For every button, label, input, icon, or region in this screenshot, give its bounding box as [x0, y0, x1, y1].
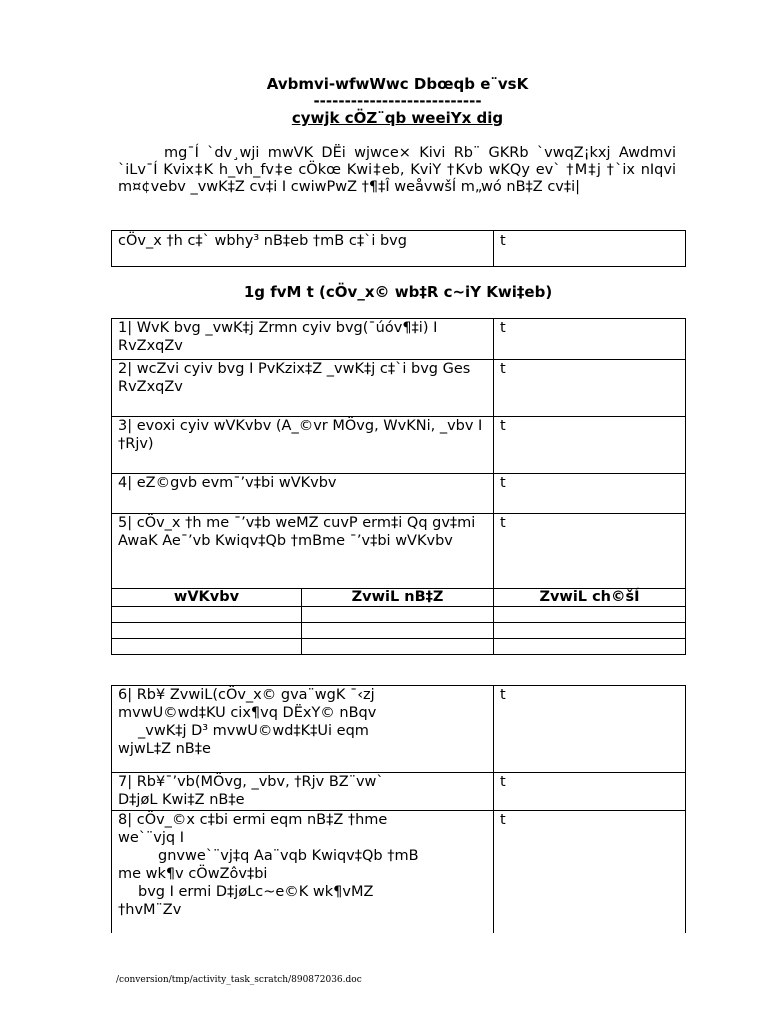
table-row [112, 514, 686, 589]
address-header-row [112, 589, 686, 607]
row-value: t [494, 514, 686, 589]
table-row [112, 319, 686, 360]
label-line: gnvwe`¨vj‡q Aa¨vqb Kwiqv‡Qb †mB [158, 848, 419, 864]
personal-info-table [111, 318, 686, 655]
birth-education-table [111, 685, 686, 933]
table-row [112, 773, 686, 811]
label-line: 7| Rb¥¯’vb(MÖvg, _vbv, †Rjv BZ¨vw` [118, 774, 384, 790]
form-title: cywjk cÖZ¨qb weeiYx dig [291, 109, 504, 127]
row-value: t [494, 417, 686, 474]
row-value: t [494, 474, 686, 514]
blank-cell [112, 639, 302, 655]
post-value: t [494, 231, 686, 267]
post-table [111, 230, 686, 267]
table-row [112, 474, 686, 514]
organization-title: Avbmvi-wfwWwc Dbœqb e¨vsK [266, 75, 529, 93]
label-line: bvg I ermi D‡jøLc~e©K wk¶vMZ [138, 884, 374, 900]
row-label [112, 811, 494, 934]
row-label [112, 773, 494, 811]
label-line: _vwK‡j D³ mvwU©wd‡K‡Ui eqm [138, 723, 369, 739]
from-date-column-header: ZvwiL nB‡Z [302, 589, 494, 607]
row-label: 4| eZ©gvb evm¯’v‡bi wVKvbv [112, 474, 494, 514]
row-label: 2| wcZvi cyiv bvg I PvKzix‡Z _vwK‡j c‡`i bvg Ges RvZxqZv [112, 360, 494, 417]
row-value: t [494, 360, 686, 417]
section-heading: 1g fvM t (cÖv_x© wb‡R c~iY Kwi‡eb) [243, 283, 553, 301]
label-line: 8| cÖv_©x c‡bi ermi eqm nB‡Z †hme [118, 812, 388, 828]
label-line: D‡jøL Kwi‡Z nB‡e [118, 792, 245, 808]
address-blank-row [112, 607, 686, 623]
row-label [112, 686, 494, 773]
table-row [112, 417, 686, 474]
address-blank-row [112, 623, 686, 639]
blank-cell [112, 623, 302, 639]
blank-cell [494, 639, 686, 655]
row-label: 5| cÖv_x †h me ¯’v‡b weMZ cuvP erm‡i Qq gv‡mi AwaK Ae¯’vb Kwiqv‡Qb †mBme ¯’v‡bi wVKvbv [112, 514, 494, 589]
label-line: we`¨vjq I [118, 830, 184, 846]
table-row [112, 811, 686, 934]
intro-paragraph: mg¯Í `dv¸wji mwVK DËi wjwce× Kivi Rb¨ GKRb `vwqZ¡kxj Awdmvi `iLv¯Í Kvix‡K h_vh_fv‡e cÖkœ Kwi‡eb, KviY †Kvb wKQy ev` †M‡j †`ix nIqvi m¤¢vebv _vwK‡Z cv‡i I cwiwPwZ †¶‡Î weåvwšÍ m„wó nB‡Z cv‡i| [118, 145, 676, 195]
label-line: mvwU©wd‡KU cix¶vq DËxY© nBqv [118, 705, 377, 721]
blank-cell [302, 639, 494, 655]
row-value: t [494, 319, 686, 360]
label-line: †hvM¨Zv [118, 902, 182, 918]
row-label: 3| evoxi cyiv wVKvbv (A_©vr MÖvg, WvKNi, _vbv I †Rjv) [112, 417, 494, 474]
label-line: me wk¶v cÖwZôv‡bi [118, 866, 268, 882]
row-label: 1| WvK bvg _vwK‡j Zrmn cyiv bvg(¯úóv¶‡i) I RvZxqZv [112, 319, 494, 360]
address-column-header: wVKvbv [112, 589, 302, 607]
post-label: cÖv_x †h c‡` wbhy³ nB‡eb †mB c‡`i bvg [112, 231, 494, 267]
file-path-footer: /conversion/tmp/activity_task_scratch/890872036.doc [116, 975, 362, 985]
label-line: 6| Rb¥ ZvwiL(cÖv_x© gva¨wgK ¯‹zj [118, 687, 375, 703]
blank-cell [112, 607, 302, 623]
blank-cell [494, 607, 686, 623]
table-row [112, 360, 686, 417]
blank-cell [302, 623, 494, 639]
to-date-column-header: ZvwiL ch©šÍ [494, 589, 686, 607]
blank-cell [494, 623, 686, 639]
post-row [112, 231, 686, 267]
label-line: wjwL‡Z nB‡e [118, 741, 211, 757]
title-separator: --------------------------- [313, 92, 482, 110]
row-value: t [494, 686, 686, 773]
row-value: t [494, 811, 686, 934]
address-blank-row [112, 639, 686, 655]
row-value: t [494, 773, 686, 811]
table-row [112, 686, 686, 773]
blank-cell [302, 607, 494, 623]
